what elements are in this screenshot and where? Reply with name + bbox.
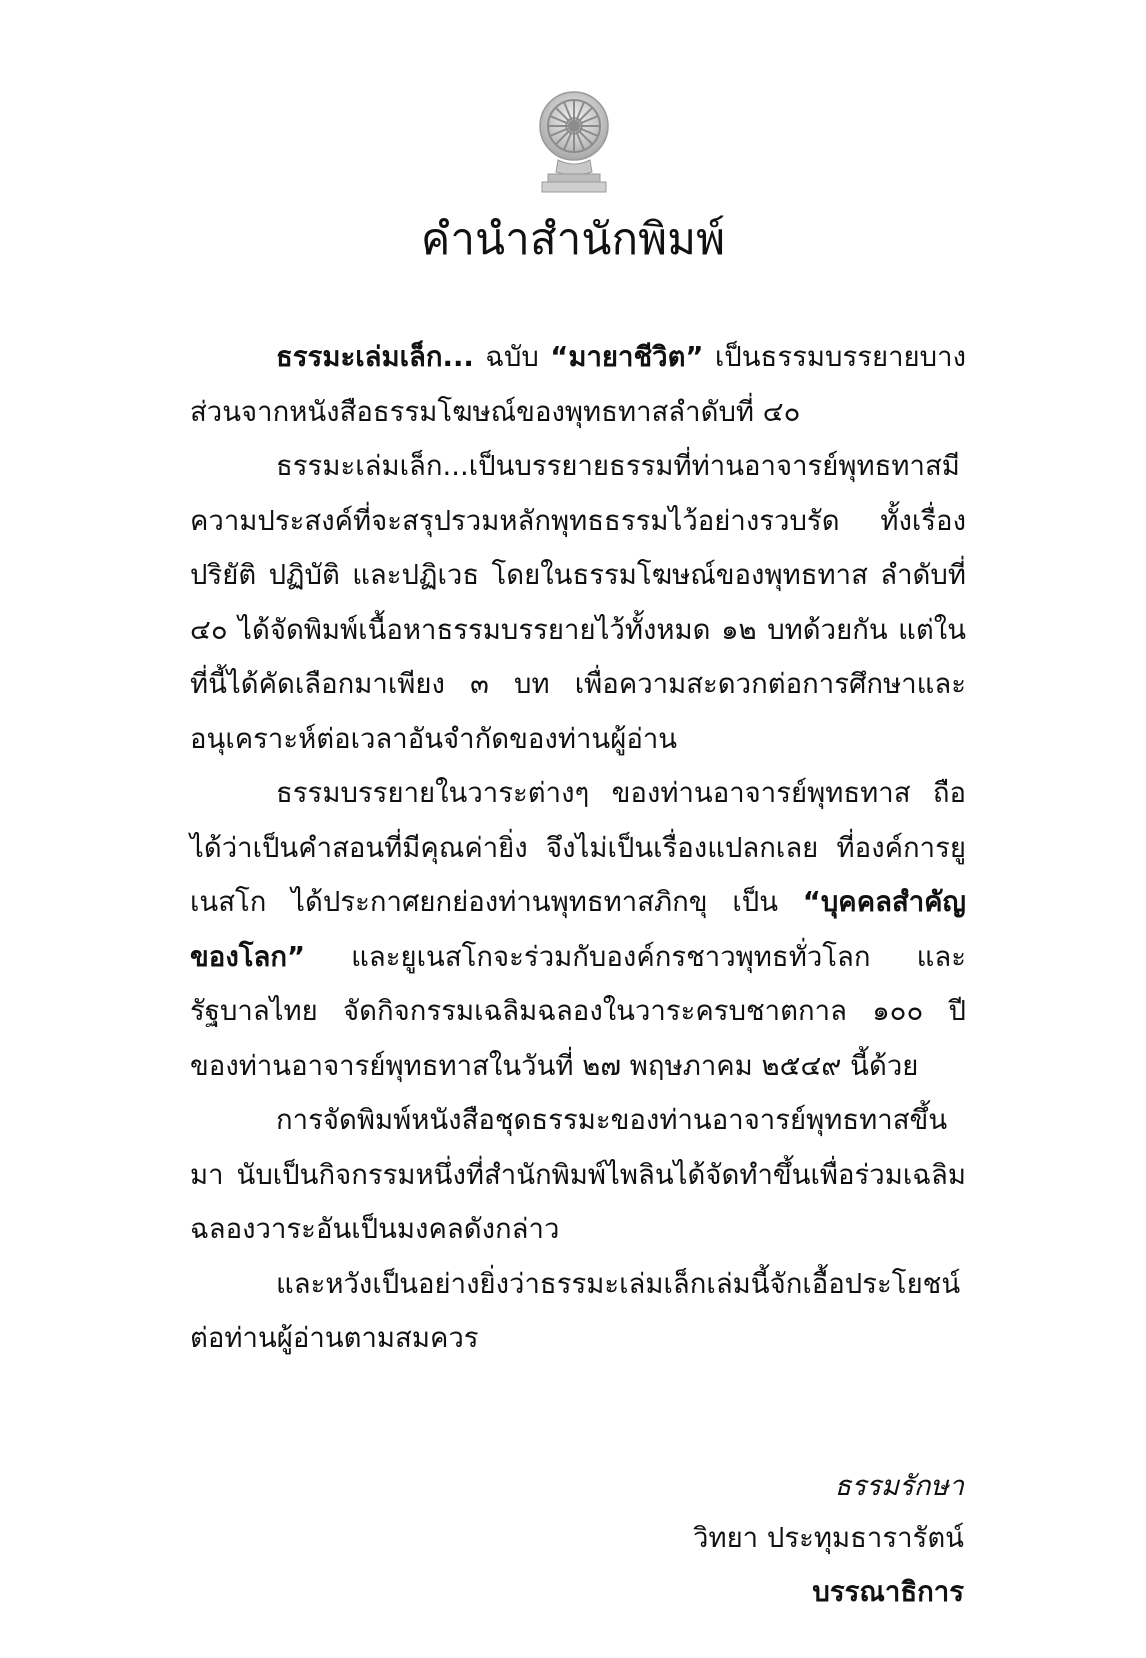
signature-name: วิทยา ประทุมธารารัตน์ [693, 1522, 964, 1554]
foreword-body [190, 330, 966, 1366]
paragraph-text: ฉบับ [473, 341, 551, 373]
paragraph-text: เป็นธรรมบรรยายบางส่วนจากหนังสือธรรมโฆษณ์ของพุทธทาสลำดับที่ ๔๐ [190, 341, 966, 428]
paragraph-2: ธรรมะเล่มเล็ก...เป็นบรรยายธรรมที่ท่านอาจารย์พุทธทาสมีความประสงค์ที่จะสรุปรวมหลักพุทธธรรมไว้อย่างรวบรัด ทั้งเรื่องปริยัติ ปฏิบัติ และปฏิเวธ โดยในธรรมโฆษณ์ของพุทธทาส ลำดับที่ ๔๐ ได้จัดพิมพ์เนื้อหาธรรมบรรยายไว้ทั้งหมด ๑๒ บทด้วยกัน แต่ในที่นี้ได้คัดเลือกมาเพียง ๓ บท เพื่อความสะดวกต่อการศึกษาและอนุเคราะห์ต่อเวลาอันจำกัดของท่านผู้อ่าน [190, 450, 966, 755]
book-title: “มายาชีวิต” [550, 341, 704, 373]
signature-line-1: ธรรมรักษา [834, 1470, 964, 1502]
paragraph-3 [190, 766, 966, 1093]
book-series-name: ธรรมะเล่มเล็ก... [276, 341, 474, 373]
paragraph-text: ธรรมบรรยายในวาระต่างๆ ของท่านอาจารย์พุทธทาส ถือได้ว่าเป็นคำสอนที่มีคุณค่ายิ่ง จึงไม่เป็นเรื่องแปลกเลย ที่องค์การยูเนสโก ได้ประกาศยกย่องท่านพุทธทาสภิกขุ เป็น [190, 777, 966, 918]
page-title: คำนำสำนักพิมพ์ [420, 214, 726, 265]
honor-title: “บุคคลสำคัญของโลก” [190, 886, 966, 973]
paragraph-4: การจัดพิมพ์หนังสือชุดธรรมะของท่านอาจารย์พุทธทาสขึ้นมา นับเป็นกิจกรรมหนึ่งที่สำนักพิมพ์ไพลินได้จัดทำขึ้นเพื่อร่วมเฉลิมฉลองวาระอันเป็นมงคลดังกล่าว [190, 1104, 966, 1245]
paragraph-text: และยูเนสโกจะร่วมกับองค์กรชาวพุทธทั่วโลก และรัฐบาลไทย จัดกิจกรรมเฉลิมฉลองในวาระครบชาตกาล ๑๐๐ ปี ของท่านอาจารย์พุทธทาสในวันที่ ๒๗ พฤษภาคม ๒๕๔๙ นี้ด้วย [190, 940, 966, 1082]
signature-position: บรรณาธิการ [812, 1576, 964, 1608]
paragraph-5: และหวังเป็นอย่างยิ่งว่าธรรมะเล่มเล็กเล่มนี้จักเอื้อประโยชน์ต่อท่านผู้อ่านตามสมควร [190, 1267, 961, 1354]
dharma-wheel-emblem-icon [538, 86, 610, 198]
paragraph-1 [190, 330, 966, 439]
